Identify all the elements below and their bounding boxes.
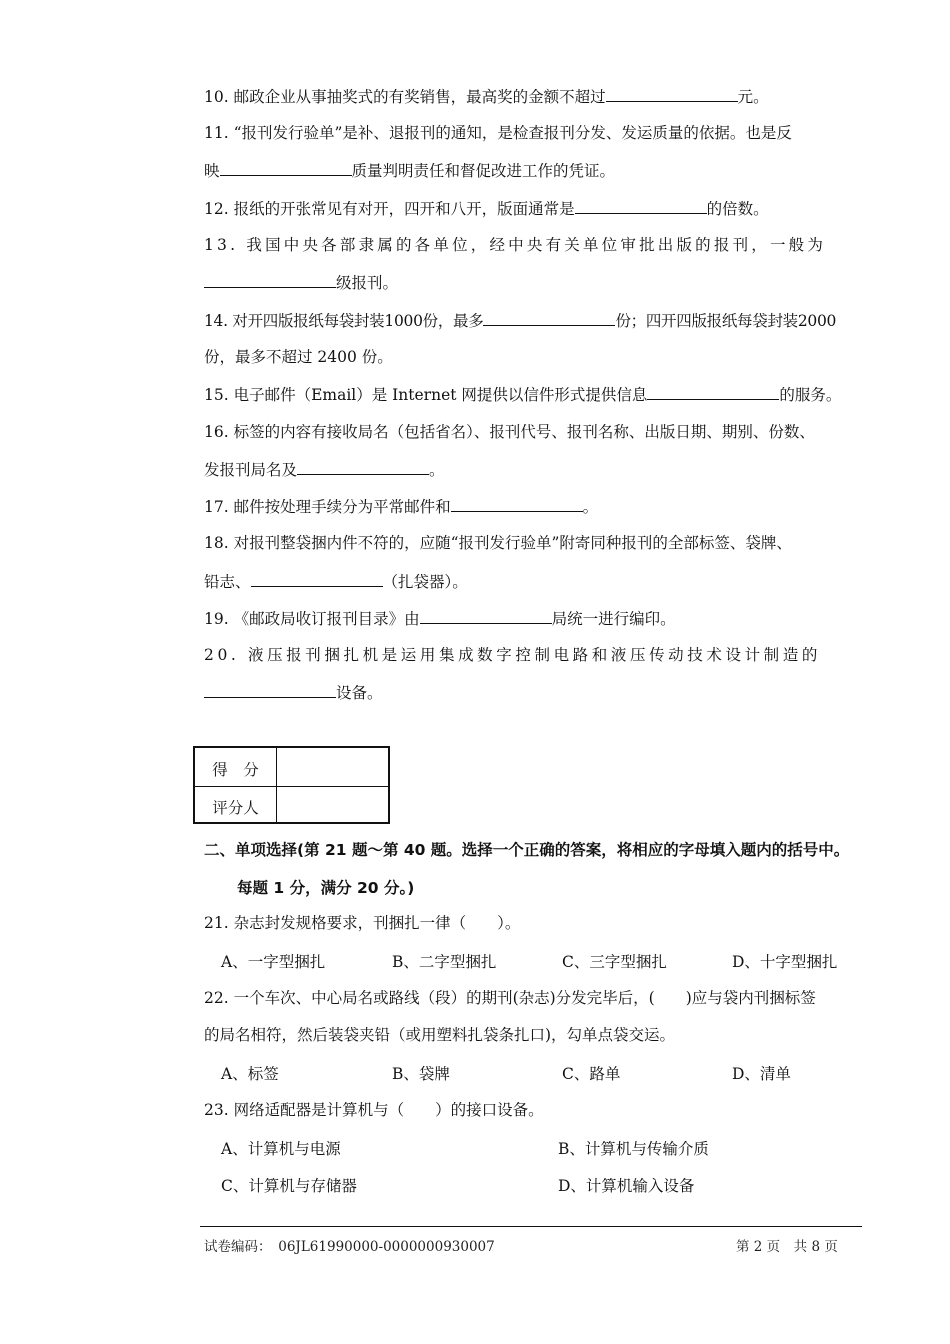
question-text: 份，最多不超过 2400 份。 [204, 348, 393, 366]
exam-code: 试卷编码： 06JL61990000-0000000930007 [204, 1239, 495, 1255]
question-text: （扎袋器）。 [382, 573, 468, 591]
question-22-line2 [204, 1025, 675, 1045]
question-text: 22. 一个车次、中心局名或路线（段）的期刊(杂志)分发完毕后，( )应与袋内刊捆标签 [204, 989, 816, 1007]
question-text: 12. 报纸的开张常见有对开，四开和八开，版面通常是 [204, 200, 575, 218]
question-text: 21. 杂志封发规格要求，刊捆扎一律（ ）。 [204, 914, 521, 932]
question-text: 级报刊。 [336, 274, 399, 292]
question-text: 发报刊局名及 [204, 461, 298, 479]
question-text: 映 [204, 162, 220, 180]
question-text: 质量判明责任和督促改进工作的凭证。 [351, 162, 616, 180]
question-text: 局统一进行编印。 [551, 610, 676, 628]
question-11-line2 [204, 160, 615, 181]
question-14-line2 [204, 347, 393, 367]
question-14-line1 [204, 310, 836, 331]
answer-blank [483, 310, 615, 326]
answer-blank [575, 198, 707, 214]
question-text: 13. 我国中央各部隶属的各单位，经中央有关单位审批出版的报刊，一般为 [204, 236, 827, 254]
question-text: 17. 邮件按处理手续分为平常邮件和 [204, 498, 451, 516]
question-16-line1 [204, 422, 815, 442]
question-text: 。 [582, 498, 599, 516]
option-b: B、袋牌 [392, 1065, 450, 1083]
question-22-line1 [204, 988, 816, 1008]
option-b: B、计算机与传输介质 [558, 1140, 709, 1158]
question-20-line1 [204, 645, 821, 665]
answer-blank [220, 160, 352, 176]
answer-blank [297, 459, 429, 475]
answer-blank [204, 682, 336, 698]
question-text: 10. 邮政企业从事抽奖式的有奖销售，最高奖的金额不超过 [204, 88, 606, 106]
question-text: 18. 对报刊整袋捆内件不符的，应随“报刊发行验单”附寄同种报刊的全部标签、袋牌、 [204, 534, 792, 552]
option-d: D、十字型捆扎 [732, 953, 838, 971]
option-c: C、三字型捆扎 [562, 953, 667, 971]
question-text: 的倍数。 [706, 200, 769, 218]
grader-row [195, 786, 388, 824]
answer-blank [251, 571, 383, 587]
answer-blank [451, 496, 583, 512]
question-13-line1 [204, 235, 826, 255]
answer-blank [420, 608, 552, 624]
section-heading: 二、单项选择(第 21 题～第 40 题。选择一个正确的答案，将相应的字母填入题内的括号中。 [204, 841, 850, 859]
score-row [195, 748, 388, 787]
option-c: C、计算机与存储器 [221, 1177, 357, 1195]
question-text: 14. 对开四版报纸每袋封装1000份，最多 [204, 312, 484, 330]
question-text: 20. 液压报刊捆扎机是运用集成数字控制电路和液压传动技术设计制造的 [204, 646, 821, 664]
question-text: 份；四开四版报纸每袋封装2000 [615, 312, 837, 330]
answer-blank [647, 384, 779, 400]
question-text: 19. 《邮政局收订报刊目录》由 [204, 610, 420, 628]
score-label: 得 分 [212, 761, 259, 779]
score-table [193, 746, 390, 824]
question-10 [204, 86, 769, 107]
question-11-line1 [204, 123, 792, 143]
option-c: C、路单 [562, 1065, 621, 1083]
option-a: A、计算机与电源 [221, 1140, 341, 1158]
option-b: B、二字型捆扎 [392, 953, 497, 971]
question-15 [204, 384, 841, 405]
answer-blank [204, 272, 336, 288]
question-18-line2 [204, 571, 468, 592]
question-text: 铅志、 [204, 573, 251, 591]
question-20-line2 [204, 682, 383, 703]
question-17 [204, 496, 598, 517]
question-text: 23. 网络适配器是计算机与（ ）的接口设备。 [204, 1101, 544, 1119]
question-23 [204, 1100, 544, 1120]
question-12 [204, 198, 769, 219]
question-text: 16. 标签的内容有接收局名（包括省名）、报刊代号、报刊名称、出版日期、期别、份数、 [204, 423, 815, 441]
question-text: 的局名相符，然后装袋夹铅（或用塑料扎袋条扎口)，勾单点袋交运。 [204, 1026, 676, 1044]
section-heading-line2: 每题 1 分，满分 20 分。) [237, 879, 415, 897]
question-text: 设备。 [336, 684, 383, 702]
question-text: 的服务。 [779, 386, 842, 404]
page-number: 第 2 页 共 8 页 [736, 1239, 838, 1255]
option-d: D、清单 [732, 1065, 791, 1083]
question-text: 元。 [737, 88, 769, 106]
question-text: 11. “报刊发行验单”是补、退报刊的通知，是检查报刊分发、发运质量的依据。也是反 [204, 124, 792, 142]
question-21 [204, 913, 520, 933]
question-19 [204, 608, 676, 629]
option-a: A、一字型捆扎 [221, 953, 326, 971]
footer-divider [200, 1226, 862, 1227]
grader-label: 评分人 [212, 799, 259, 817]
question-13-line2 [204, 272, 398, 293]
option-a: A、标签 [221, 1065, 279, 1083]
option-d: D、计算机输入设备 [558, 1177, 695, 1195]
question-text: 。 [429, 461, 445, 479]
question-16-line2 [204, 459, 445, 480]
answer-blank [606, 86, 738, 102]
question-text: 15. 电子邮件（Email）是 Internet 网提供以信件形式提供信息 [204, 386, 648, 404]
question-18-line1 [204, 533, 792, 553]
